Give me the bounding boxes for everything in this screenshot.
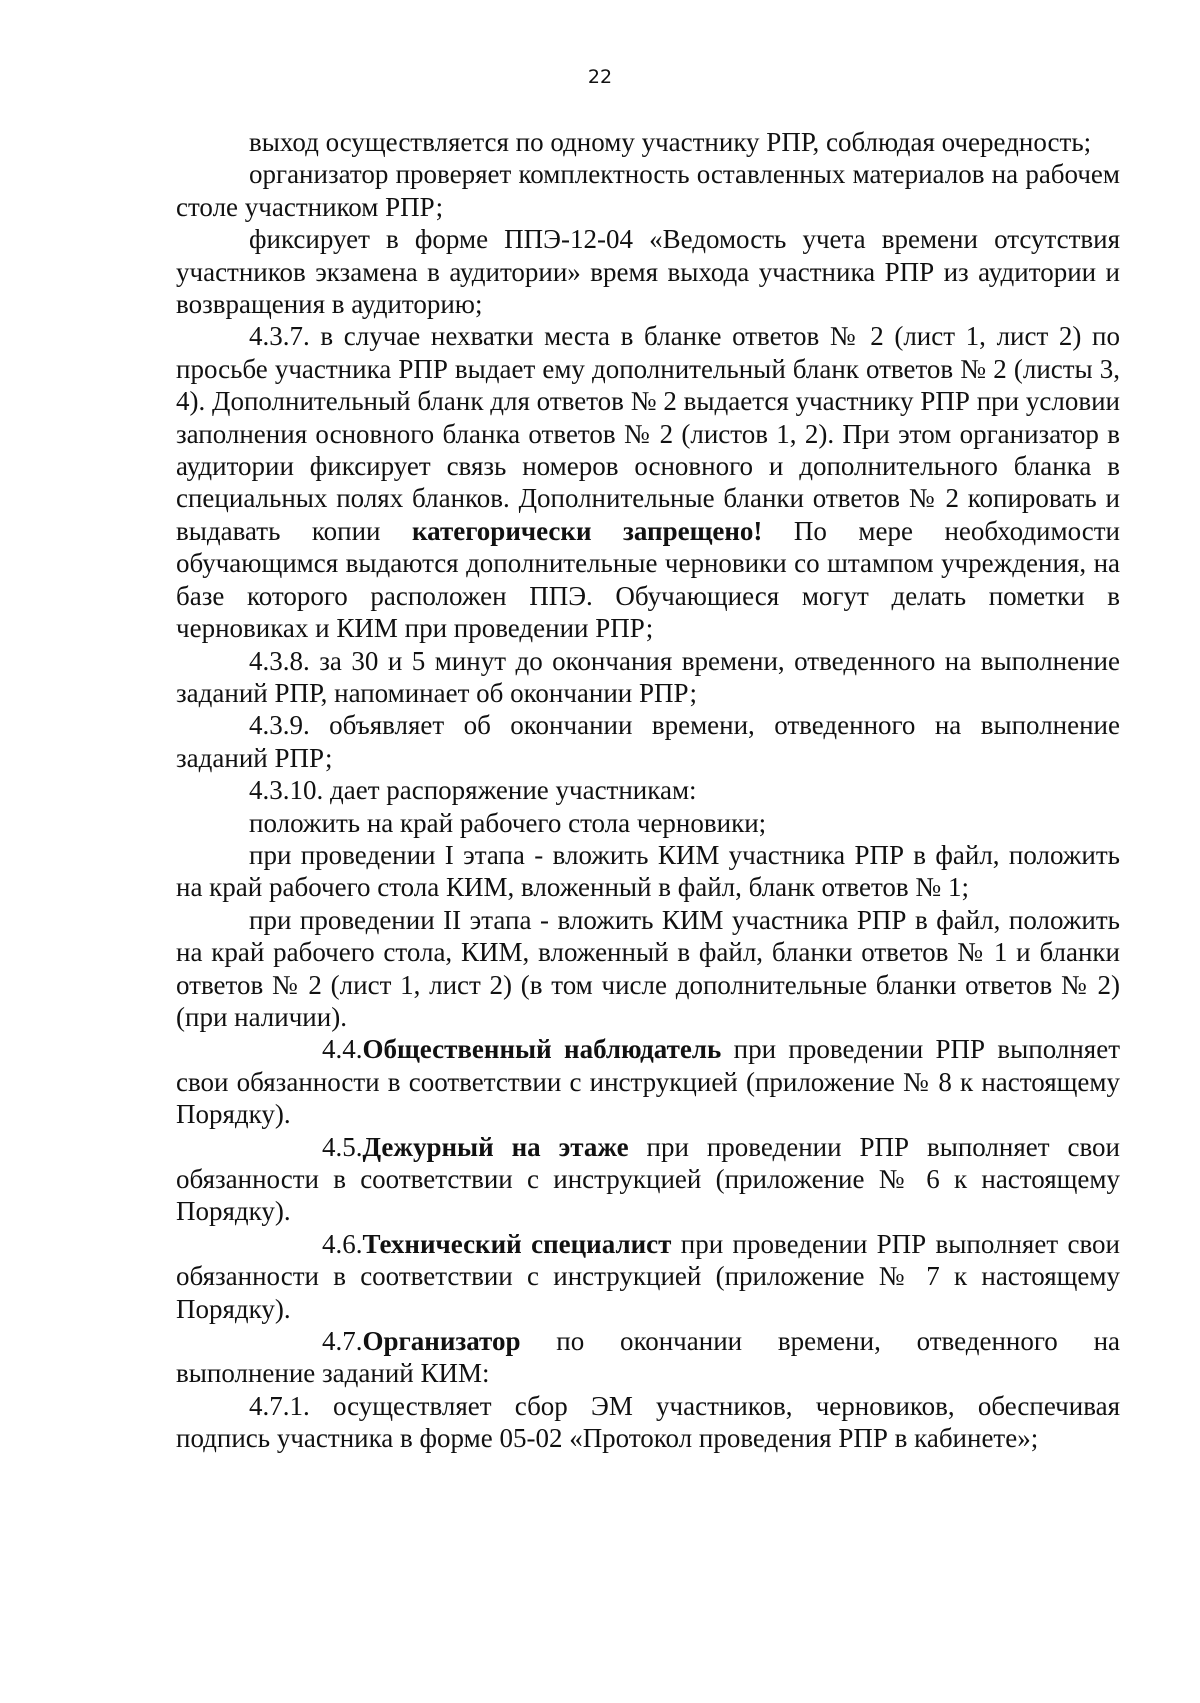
paragraph-stage-1: при проведении I этапа - вложить КИМ участника РПР в файл, положить на край рабочего стола КИМ, вложенный в файл, бланк ответов № 1; [176,839,1120,903]
paragraph-exit-order: выход осуществляется по одному участнику РПР, соблюдая очередность; [249,127,1092,157]
paragraph-4-4-rest: при проведении РПР выполняет свои обязанности в соответствии с инструкцией (приложение № 8 к настоящему Порядку). [176,1034,1120,1130]
paragraph-4-4-bold: Общественный наблюдатель [362,1034,722,1065]
paragraph-4-7-rest: по окончании времени, отведенного на выполнение заданий КИМ: [176,1326,1120,1389]
paragraph-4-3-7-bold: категорически запрещено! [412,515,763,546]
paragraph-4-6 [176,1228,1120,1325]
paragraph-4-3-9: 4.3.9. объявляет об окончании времени, отведенного на выполнение заданий РПР; [176,710,1120,773]
paragraph-4-5-bold: Дежурный на этаже [362,1131,629,1162]
paragraph-4-4 [176,1033,1120,1130]
paragraph-4-5-rest: при проведении РПР выполняет свои обязанности в соответствии с инструкцией (приложение № 6 к настоящему Порядку). [176,1131,1120,1227]
paragraph-4-7-bold: Организатор [362,1326,521,1357]
document-body [176,126,1120,1455]
paragraph-4-4-number: 4.4. [322,1034,363,1065]
paragraph-record-absence: фиксирует в форме ППЭ-12-04 «Ведомость учета времени отсутствия участников экзамена в аудитории» время выхода участника РПР из аудитории и возвращения в аудиторию; [176,224,1120,320]
paragraph-4-3-7-text: 4.3.7. в случае нехватки места в бланке ответов № 2 (лист 1, лист 2) по просьбе участника РПР выдает ему дополнительный бланк ответов № 2 (листы 3, 4). Дополнительный бланк для ответов № 2 выдается участнику РПР при условии заполнения основного бланка ответов № 2 (листов 1, 2). При этом организатор в аудитории фиксирует связь номеров основного и дополнительного бланка в специальных полях бланков. Дополнительные бланки ответов № 2 копировать и выдавать копии [176,321,1120,546]
paragraph-check-materials: организатор проверяет комплектность оставленных материалов на рабочем столе участником РПР; [176,159,1120,222]
paragraph-4-7-1: 4.7.1. осуществляет сбор ЭМ участников, черновиков, обеспечивая подпись участника в форме 05-02 «Протокол проведения РПР в кабинете»; [176,1390,1120,1454]
paragraph-4-3-10: 4.3.10. дает распоряжение участникам: [249,775,697,806]
paragraph-4-6-bold: Технический специалист [362,1228,672,1259]
paragraph-4-6-rest: при проведении РПР выполняет свои обязанности в соответствии с инструкцией (приложение № 7 к настоящему Порядку). [176,1228,1120,1324]
paragraph-drafts: положить на край рабочего стола черновики; [249,807,767,838]
paragraph-stage-2: при проведении II этапа - вложить КИМ участника РПР в файл, положить на край рабочего стола, КИМ, вложенный в файл, бланки ответов № 1 и бланки ответов № 2 (лист 1, лист 2) (в том числе дополнительные бланки ответов № 2) (при наличии). [176,904,1120,1032]
paragraph-4-6-number: 4.6. [322,1228,363,1259]
paragraph-4-7 [176,1325,1120,1390]
paragraph-4-3-7 [176,320,1120,644]
paragraph-4-5 [176,1131,1120,1228]
paragraph-4-7-number: 4.7. [322,1326,363,1357]
paragraph-4-3-8: 4.3.8. за 30 и 5 минут до окончания времени, отведенного на выполнение заданий РПР, напоминает об окончании РПР; [176,645,1120,708]
paragraph-4-5-number: 4.5. [322,1131,363,1162]
paragraph-4-3-7-rest: По мере необходимости обучающимся выдаются дополнительные черновики со штампом учреждения, на базе которого расположен ППЭ. Обучающиеся могут делать пометки в черновиках и КИМ при проведении РПР; [176,515,1120,644]
page-number: 22 [587,66,613,88]
